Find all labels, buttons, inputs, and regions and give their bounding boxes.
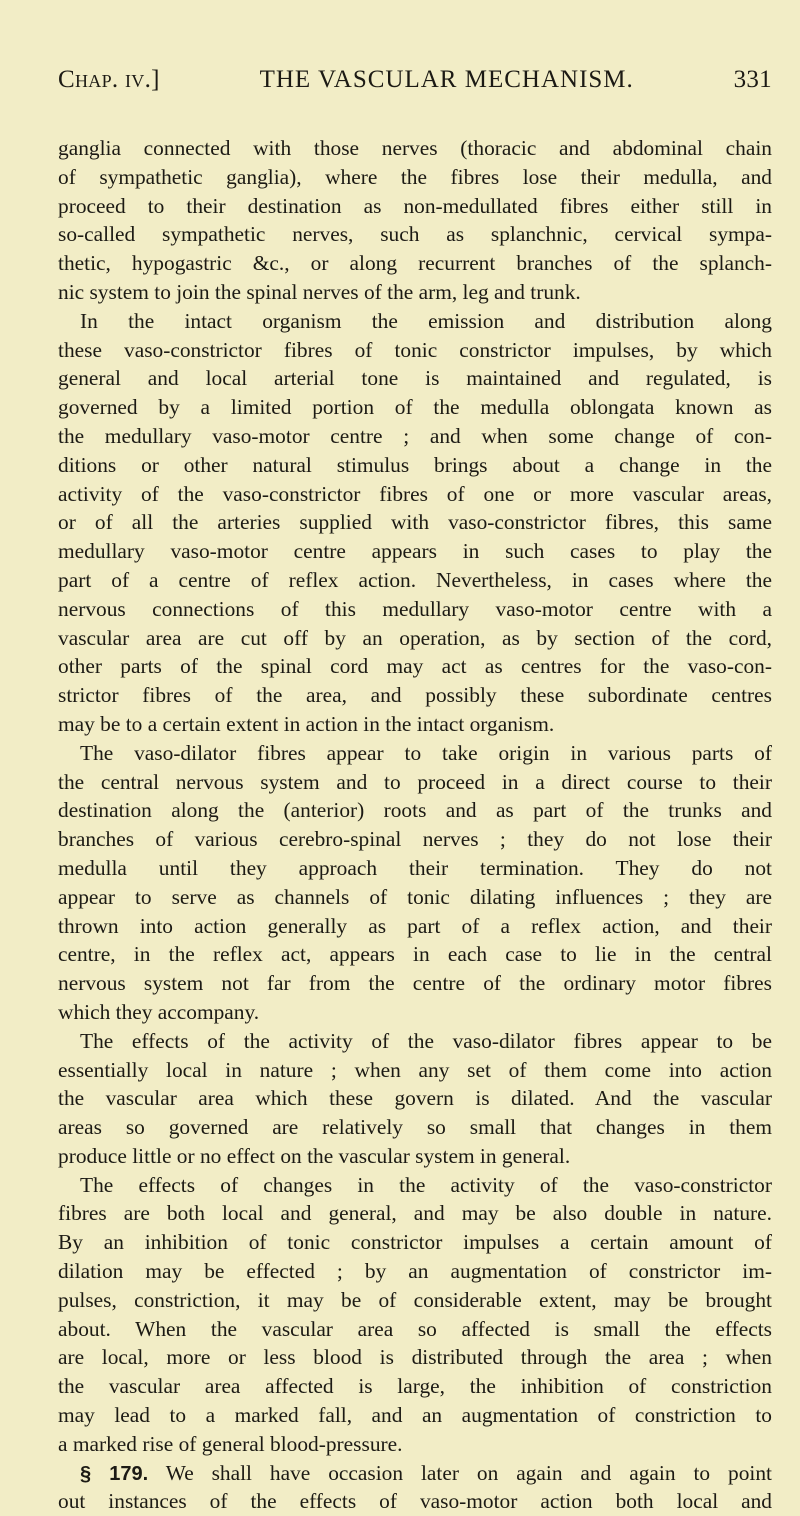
chapter-label: Chap. iv.] [58,66,160,93]
line-text: a marked rise of general blood-pressure. [58,1431,403,1456]
text-line [58,940,772,969]
text-line [58,1084,772,1113]
text-line [58,1487,772,1516]
line-text: destination along the (anterior) roots and as part of the trunks and [58,798,772,823]
line-text: The effects of changes in the activity of the vaso-constrictor [80,1172,772,1197]
text-line [58,480,772,509]
line-text: out instances of the effects of vaso-motor action both local and [58,1489,772,1514]
text-line [58,278,772,307]
line-text: the vascular area which these govern is dilated. And the vascular [58,1086,772,1111]
line-text: pulses, constriction, it may be of considerable extent, may be brought [58,1287,772,1312]
text-line [58,307,772,336]
text-line [58,710,772,739]
text-line [58,393,772,422]
text-line [58,1257,772,1286]
line-text: may lead to a marked fall, and an augmentation of constriction to [58,1403,772,1428]
text-line [58,364,772,393]
line-text: these vaso-constrictor fibres of tonic constrictor impulses, by which [58,337,772,362]
text-line [58,796,772,825]
page-number: 331 [733,66,772,93]
line-text: fibres are both local and general, and may be also double in nature. [58,1201,772,1226]
text-line [58,1113,772,1142]
text-line [58,1315,772,1344]
text-line [58,508,772,537]
text-line [58,192,772,221]
line-text: medullary vaso-motor centre appears in such cases to play the [58,539,772,564]
text-line [58,768,772,797]
text-line [58,1056,772,1085]
book-page [58,66,772,1516]
line-text: The effects of the activity of the vaso-dilator fibres appear to be [80,1028,772,1053]
text-line [58,883,772,912]
line-text: vascular area are cut off by an operation, as by section of the cord, [58,625,772,650]
line-text: nervous system not far from the centre of the ordinary motor fibres [58,971,772,996]
line-text: By an inhibition of tonic constrictor impulses a certain amount of [58,1230,772,1255]
text-line [58,566,772,595]
line-text: produce little or no effect on the vascular system in general. [58,1143,571,1168]
line-text: We shall have occasion later on again and again to point [165,1460,772,1485]
line-text: of sympathetic ganglia), where the fibres lose their medulla, and [58,164,772,189]
line-text: about. When the vascular area so affected is small the effects [58,1316,772,1341]
text-line [58,336,772,365]
text-line [58,1430,772,1459]
line-text: the central nervous system and to proceed in a direct course to their [58,769,772,794]
line-text: thetic, hypogastric &c., or along recurrent branches of the splanch- [58,251,772,276]
text-line [58,739,772,768]
line-text: In the intact organism the emission and distribution along [80,308,772,333]
line-text: other parts of the spinal cord may act as centres for the vaso-con- [58,654,772,679]
text-line [58,1228,772,1257]
line-text: centre, in the reflex act, appears in each case to lie in the central [58,942,772,967]
line-text: or of all the arteries supplied with vaso-constrictor fibres, this same [58,510,772,535]
line-text: general and local arterial tone is maintained and regulated, is [58,366,772,391]
text-line [58,1372,772,1401]
running-title: THE VASCULAR MECHANISM. [259,66,634,93]
line-text: so-called sympathetic nerves, such as splanchnic, cervical sympa- [58,222,772,247]
line-text: essentially local in nature ; when any set of them come into action [58,1057,772,1082]
line-text: nic system to join the spinal nerves of the arm, leg and trunk. [58,279,581,304]
line-text: branches of various cerebro-spinal nerves ; they do not lose their [58,827,772,852]
line-text: appear to serve as channels of tonic dilating influences ; they are [58,884,772,909]
text-line [58,1459,772,1488]
line-text: dilation may be effected ; by an augmentation of constrictor im- [58,1259,772,1284]
text-line [58,451,772,480]
line-text: thrown into action generally as part of a reflex action, and their [58,913,772,938]
line-text: strictor fibres of the area, and possibly these subordinate centres [58,683,772,708]
section-number: § 179. [80,1462,149,1485]
line-text: areas so governed are relatively so small that changes in them [58,1115,772,1140]
line-text: The vaso-dilator fibres appear to take origin in various parts of [80,740,772,765]
text-line [58,1171,772,1200]
line-text: governed by a limited portion of the medulla oblongata known as [58,395,772,420]
line-text: may be to a certain extent in action in the intact organism. [58,711,555,736]
line-text: ganglia connected with those nerves (thoracic and abdominal chain [58,136,772,160]
text-line [58,1027,772,1056]
body-text [58,134,772,1516]
text-line [58,422,772,451]
line-text: nervous connections of this medullary vaso-motor centre with a [58,596,772,621]
text-line [58,1286,772,1315]
text-line [58,652,772,681]
line-text: the medullary vaso-motor centre ; and when some change of con- [58,423,772,448]
line-text: which they accompany. [58,999,260,1024]
line-text: the vascular area affected is large, the inhibition of constriction [58,1374,772,1399]
line-text: are local, more or less blood is distributed through the area ; when [58,1345,772,1370]
text-line [58,249,772,278]
text-line [58,969,772,998]
line-text: medulla until they approach their termination. They do not [58,855,772,880]
text-line [58,1142,772,1171]
text-line [58,595,772,624]
text-line [58,220,772,249]
text-line [58,1343,772,1372]
text-line [58,624,772,653]
text-line [58,912,772,941]
line-text: activity of the vaso-constrictor fibres of one or more vascular areas, [58,481,772,506]
line-text: part of a centre of reflex action. Nevertheless, in cases where the [58,567,772,592]
line-text: proceed to their destination as non-medullated fibres either still in [58,193,772,218]
text-line [58,854,772,883]
text-line [58,537,772,566]
text-line [58,681,772,710]
text-line [58,825,772,854]
running-head [58,66,772,106]
text-line [58,134,772,163]
text-line [58,163,772,192]
text-line [58,1199,772,1228]
text-line [58,1401,772,1430]
text-line [58,998,772,1027]
line-text: ditions or other natural stimulus brings about a change in the [58,452,772,477]
